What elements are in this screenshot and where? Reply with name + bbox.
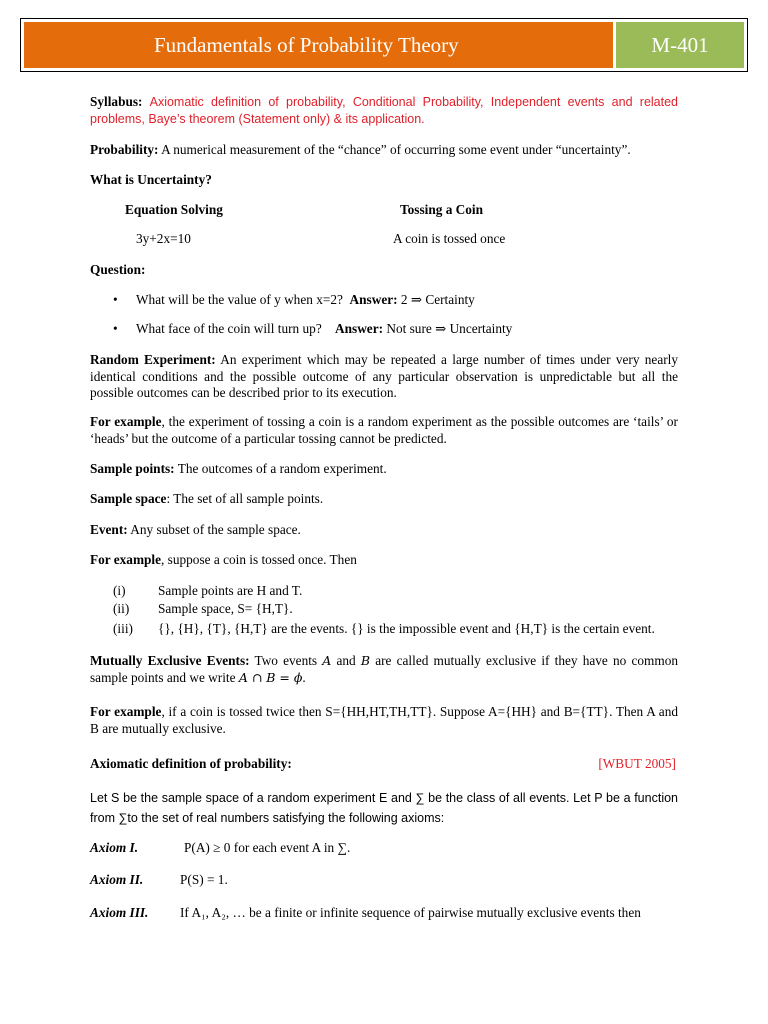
me-text-after: are called mutually exclusive if they have no common sample points and we write [90,653,678,685]
probability-definition [90,142,678,159]
event-text: Any subset of the sample space. [130,522,301,537]
list-item: Sample points are H and T. [158,583,303,598]
mutually-exclusive-paragraph [90,653,678,686]
col2-head-text: Tossing a Coin [400,202,484,217]
question-text: What face of the coin will turn up? [136,321,322,336]
probability-label: Probability: [90,142,159,157]
axiom-label: Axiom I. [90,840,139,855]
question-heading-text: Question: [90,262,146,277]
axiomatic-heading-text: Axiomatic definition of probability: [90,756,292,771]
sample-space-label: Sample space [90,491,167,506]
random-experiment-text: An experiment which may be repeated a large number of times under very nearly identical conditions and the possible outcome of any particular observation is unpredictable but all the possible outcomes can be described prior to its execution. [90,352,678,400]
sample-points-definition [90,461,678,478]
table-col1-header [125,202,223,218]
bullet-marker: • [113,292,118,307]
sample-points-label: Sample points: [90,461,175,476]
question-text: What will be the value of y when x=2? [136,292,343,307]
answer-label: Answer: [349,292,398,307]
axiom-text: P(A) ≥ 0 for each event A in ∑. [184,840,351,855]
mutually-exclusive-label: Mutually Exclusive Events: [90,653,250,668]
intersection-formula: A ∩ B = ϕ [238,669,303,685]
event-definition [90,522,678,539]
axiomatic-heading [90,756,678,773]
roman-numeral: (i) [113,583,126,598]
me-and: and [336,653,356,668]
answer-text: Not sure ⇒ Uncertainty [386,321,513,336]
me-text: Two events [254,653,318,668]
example-text: , the experiment of tossing a coin is a random experiment as the possible outcomes are ‘tails’ or ‘heads’ but the outcome of a particular tossing cannot be predicted. [90,414,678,446]
random-experiment-label: Random Experiment: [90,352,216,367]
random-experiment-paragraph [90,352,678,402]
axiom-text: P(S) = 1. [180,872,228,887]
table-col2-header [400,202,483,218]
list-item: {}, {H}, {T}, {H,T} are the events. {} is the impossible event and {H,T} is the certain event. [158,621,655,636]
axiom-text: If A₁, A₂, … be a finite or infinite sequence of pairwise mutually exclusive events then [180,905,641,920]
list-item [136,292,475,308]
table-col1-value: 3y+2x=10 [136,231,191,246]
axioms-intro: Let S be the sample space of a random experiment E and ∑ be the class of all events. Let P be a function from ∑to the set of real numbers satisfying the following axioms: [90,791,678,825]
syllabus-paragraph [90,94,678,127]
bullet-marker: • [113,321,118,336]
sample-space-text: : The set of all sample points. [166,491,324,506]
example-label: For example [90,414,162,429]
probability-text: A numerical measurement of the “chance” of occurring some event under “uncertainty”. [161,142,631,157]
event-label: Event: [90,522,128,537]
event-b-symbol: B [360,653,371,668]
question-heading [90,262,678,279]
me-end: . [302,669,306,685]
example-paragraph [90,552,678,569]
table-col2-value: A coin is tossed once [393,231,506,246]
example-label: For example [90,552,162,567]
sample-points-text: The outcomes of a random experiment. [177,461,387,476]
syllabus-text: Axiomatic definition of probability, Conditional Probability, Independent events and related problems, Baye’s theorem (Statement only) & its application. [90,95,678,126]
roman-numeral: (ii) [113,601,130,616]
axiom-label: Axiom II. [90,872,144,887]
syllabus-label: Syllabus: [90,94,143,109]
wbut-reference: [WBUT 2005] [598,756,676,771]
sample-space-definition [90,491,678,508]
document-header [20,18,748,72]
event-a-symbol: A [322,653,332,668]
course-code: M-401 [616,22,744,68]
example-label: For example [90,704,162,719]
list-item: Sample space, S= {H,T}. [158,601,293,616]
axiom-label: Axiom III. [90,905,149,920]
example-text: , if a coin is tossed twice then S={HH,HT,TH,TT}. Suppose A={HH} and B={TT}. Then A and B are mutually exclusive. [90,704,678,736]
header-title: Fundamentals of Probability Theory [24,22,613,68]
roman-numeral: (iii) [113,621,133,636]
example-paragraph [90,704,678,737]
col1-head-text: Equation Solving [125,202,223,217]
answer-label: Answer: [335,321,384,336]
list-item [136,321,512,337]
answer-text: 2 ⇒ Certainty [400,292,475,307]
example-text: , suppose a coin is tossed once. Then [161,552,357,567]
uncertainty-heading [90,172,678,189]
example-paragraph [90,414,678,447]
uncertainty-heading-text: What is Uncertainty? [90,172,212,187]
